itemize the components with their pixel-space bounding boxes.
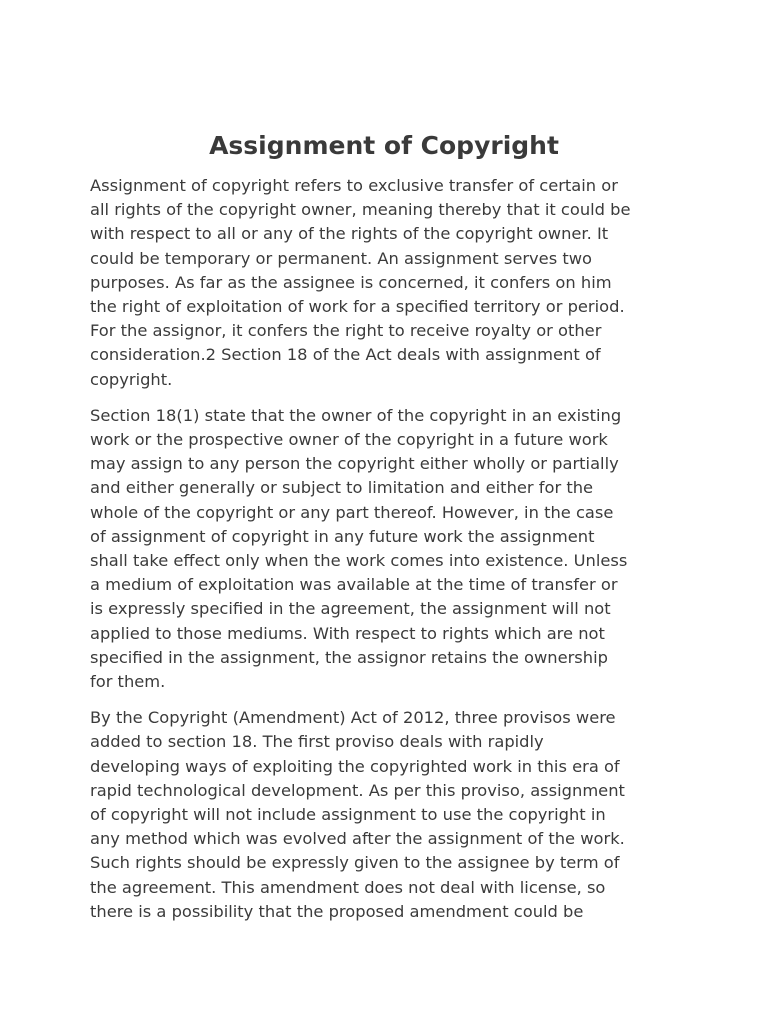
paragraph-3 [90, 706, 678, 924]
text-line: all rights of the copyright owner, meaning thereby that it could be [90, 200, 631, 220]
text-line: may assign to any person the copyright either wholly or partially [90, 454, 619, 474]
text-line: is expressly specified in the agreement, the assignment will not [90, 599, 611, 619]
text-line: of assignment of copyright in any future work the assignment [90, 526, 595, 546]
text-line: purposes. As far as the assignee is concerned, it confers on him [90, 272, 612, 292]
text-line: copyright. [90, 369, 173, 389]
text-line: of copyright will not include assignment to use the copyright in [90, 805, 606, 825]
text-line: added to section 18. The first proviso deals with rapidly [90, 732, 544, 752]
paragraph-2 [90, 404, 678, 694]
text-line: applied to those mediums. With respect to rights which are not [90, 623, 605, 643]
document-page [90, 128, 678, 936]
text-line: a medium of exploitation was available at the time of transfer or [90, 575, 618, 595]
text-line: Section 18(1) state that the owner of the copyright in an existing [90, 405, 622, 425]
text-line: For the assignor, it confers the right to receive royalty or other [90, 321, 602, 341]
text-line: specified in the assignment, the assignor retains the ownership [90, 647, 608, 667]
text-line: the right of exploitation of work for a specified territory or period. [90, 297, 625, 317]
text-line: Such rights should be expressly given to the assignee by term of [90, 853, 620, 873]
text-line: shall take effect only when the work comes into existence. Unless [90, 551, 628, 571]
text-line: the agreement. This amendment does not deal with license, so [90, 877, 606, 897]
paragraph-1 [90, 174, 678, 392]
text-line: work or the prospective owner of the copyright in a future work [90, 430, 608, 450]
text-line: any method which was evolved after the assignment of the work. [90, 829, 625, 849]
document-title: Assignment of Copyright [209, 131, 559, 160]
text-line: there is a possibility that the proposed amendment could be [90, 901, 584, 921]
text-line: developing ways of exploiting the copyrighted work in this era of [90, 756, 620, 776]
text-line: with respect to all or any of the rights of the copyright owner. It [90, 224, 609, 244]
text-line: could be temporary or permanent. An assignment serves two [90, 248, 593, 268]
text-line: for them. [90, 672, 166, 692]
text-line: consideration.2 Section 18 of the Act deals with assignment of [90, 345, 601, 365]
text-line: and either generally or subject to limitation and either for the [90, 478, 594, 498]
text-line: whole of the copyright or any part thereof. However, in the case [90, 502, 614, 522]
text-line: Assignment of copyright refers to exclusive transfer of certain or [90, 176, 618, 195]
text-line: By the Copyright (Amendment) Act of 2012, three provisos were [90, 708, 616, 728]
text-line: rapid technological development. As per this proviso, assignment [90, 780, 625, 800]
